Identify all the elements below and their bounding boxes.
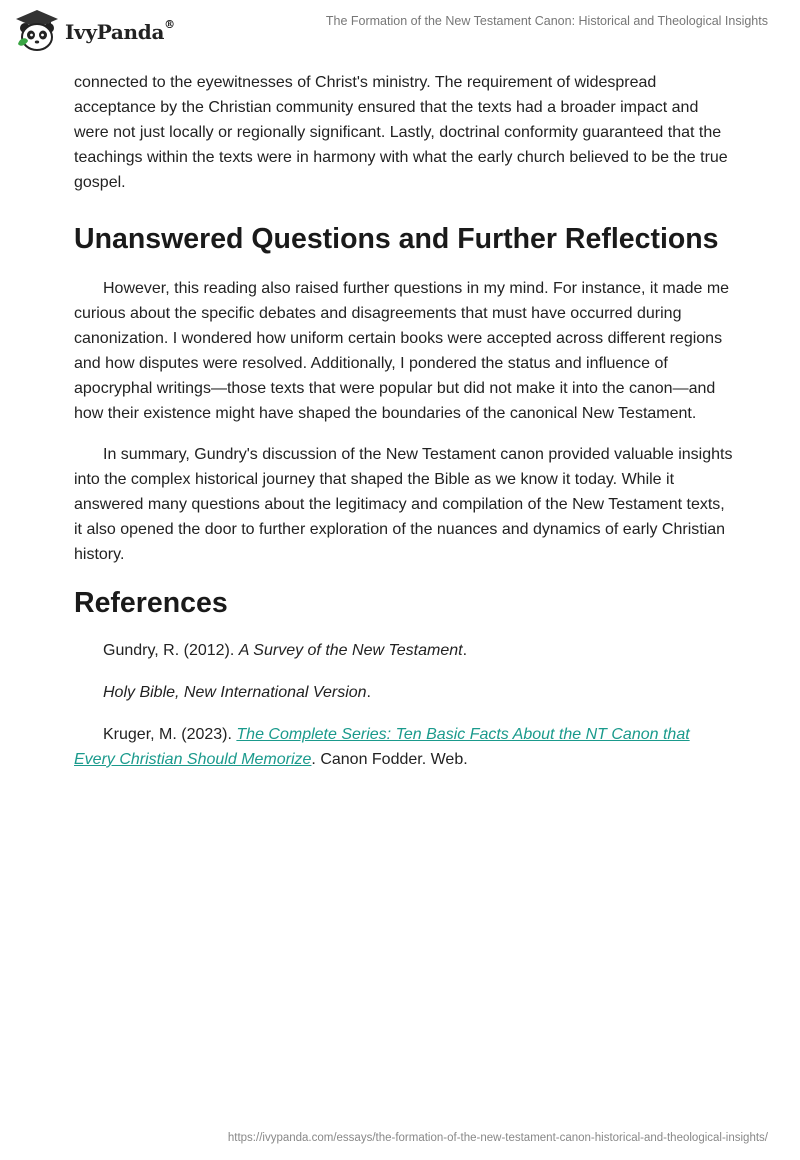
reference-kruger xyxy=(74,722,734,772)
reference-bible xyxy=(74,680,734,705)
essay-content xyxy=(74,70,734,789)
footer-source-url: https://ivypanda.com/essays/the-formation-of-the-new-testament-canon-historical-and-theological-insights/ xyxy=(227,1132,768,1144)
panda-graduate-icon xyxy=(14,8,60,52)
paragraph-summary: In summary, Gundry's discussion of the New Testament canon provided valuable insights into the complex historical journey that shaped the Bible as we know it today. While it answered many questions about the legitimacy and compilation of the New Testament texts, it also opened the door to further exploration of the nuances and dynamics of early Christian history. xyxy=(74,446,733,563)
page-header xyxy=(0,0,800,60)
reference-kruger-link[interactable]: The Complete Series: Ten Basic Facts About the NT Canon that Every Christian Should Memorize xyxy=(74,726,690,768)
reference-gundry-title: A Survey of the New Testament xyxy=(238,642,463,659)
references-heading: References xyxy=(74,587,228,619)
paragraph-questions: However, this reading also raised further questions in my mind. For instance, it made me curious about the specific debates and disagreements that must have occurred during canonization. I wondered how uniform certain books were accepted across different regions and how disputes were resolved. Additionally, I pondered the status and influence of apocryphal writings—those texts that were popular but did not make it into the canon—and how their existence might have shaped the boundaries of the canonical New Testament. xyxy=(74,280,730,422)
reference-kruger-author: Kruger, M. (2023). xyxy=(103,726,237,743)
section-heading-unanswered-questions: Unanswered Questions and Further Reflections xyxy=(74,223,719,255)
document-title: The Formation of the New Testament Canon: Historical and Theological Insights xyxy=(325,14,768,28)
logo-text: IvyPanda® xyxy=(65,18,175,44)
reference-bible-title: Holy Bible, New International Version xyxy=(103,684,367,701)
reference-gundry xyxy=(74,638,734,663)
reference-gundry-suffix: . xyxy=(462,642,468,659)
ivypanda-logo[interactable] xyxy=(14,8,194,52)
reference-bible-suffix: . xyxy=(366,684,371,701)
reference-gundry-author: Gundry, R. (2012). xyxy=(103,642,239,659)
reference-kruger-suffix: . Canon Fodder. Web. xyxy=(311,751,468,768)
intro-paragraph: connected to the eyewitnesses of Christ's ministry. The requirement of widespread acceptance by the Christian community ensured that the texts had a broader impact and were not just locally or regionally significant. Lastly, doctrinal conformity guaranteed that the teachings within the texts were in harmony with what the early church believed to be the true gospel. xyxy=(74,74,728,191)
